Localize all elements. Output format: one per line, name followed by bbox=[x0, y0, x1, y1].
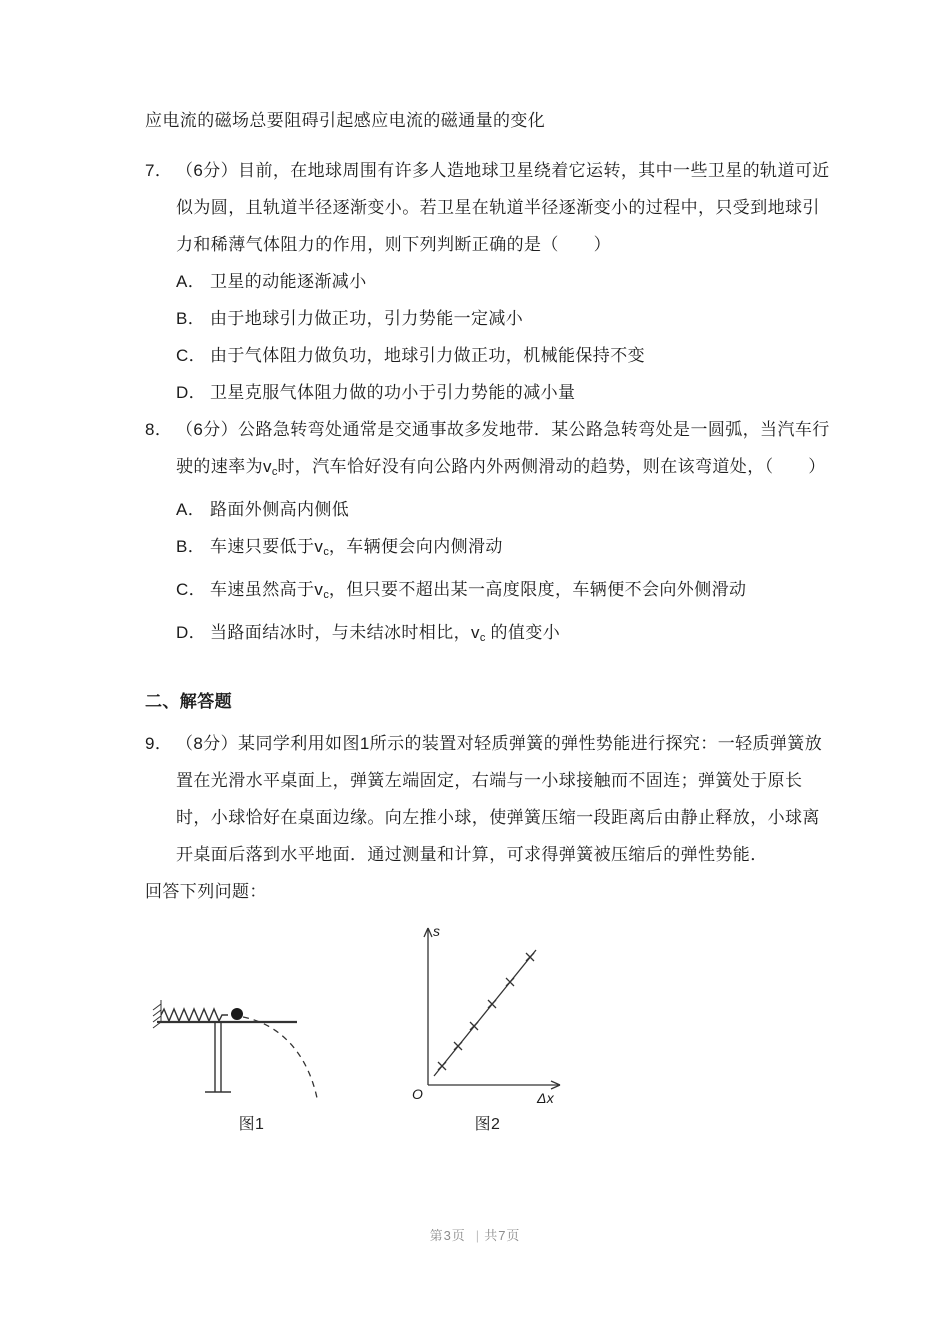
footer-page-number: 第3页 bbox=[429, 1228, 466, 1243]
spring-icon bbox=[161, 1009, 228, 1021]
continuation-text: 应电流的磁场总要阻碍引起感应电流的磁通量的变化 bbox=[145, 111, 546, 130]
section-2-heading: 二、解答题 bbox=[145, 692, 232, 711]
y-axis bbox=[424, 928, 432, 1085]
question-9-number: 9． bbox=[145, 734, 173, 753]
question-8-option-a bbox=[176, 491, 832, 528]
axis-label-dx: Δx bbox=[537, 1090, 555, 1106]
option-label: D． bbox=[176, 383, 207, 402]
question-7-option-a bbox=[176, 263, 832, 300]
option-text: 卫星克服气体阻力做的功小于引力势能的减小量 bbox=[210, 383, 576, 402]
question-7-options bbox=[145, 263, 832, 411]
option-label: C． bbox=[176, 580, 207, 599]
question-7-option-c bbox=[176, 337, 832, 374]
option-label: B． bbox=[176, 309, 206, 328]
figure-2 bbox=[400, 920, 575, 1136]
question-8-stem-line bbox=[145, 411, 832, 491]
footer-total-pages: 共7页 bbox=[484, 1228, 521, 1243]
question-8-options bbox=[145, 491, 832, 657]
x-axis bbox=[428, 1081, 560, 1089]
question-9-prompt: 回答下列问题： bbox=[145, 882, 267, 901]
figure-1 bbox=[149, 980, 354, 1136]
question-9-stem-line bbox=[145, 725, 832, 873]
page-footer bbox=[0, 1217, 950, 1254]
question-7-option-d bbox=[176, 374, 832, 411]
option-text: 卫星的动能逐渐减小 bbox=[210, 272, 367, 291]
footer-separator: | bbox=[475, 1228, 481, 1243]
question-7-option-b bbox=[176, 300, 832, 337]
question-8-option-c bbox=[176, 571, 832, 614]
option-label: C． bbox=[176, 346, 207, 365]
question-9-stem: （8分）某同学利用如图1所示的装置对轻质弹簧的弹性势能进行探究：一轻质弹簧放置在光滑水平桌面上，弹簧左端固定，右端与一小球接触而不固连；弹簧处于原长时，小球恰好在桌面边缘。向左推小球，使弹簧压缩一段距离后由静止释放，小球离开桌面后落到水平地面．通过测量和计算，可求得弹簧被压缩后的弹性势能． bbox=[176, 734, 823, 864]
question-8-option-d bbox=[176, 614, 832, 657]
figure-2-label: 图2 bbox=[474, 1116, 501, 1133]
origin-label: O bbox=[412, 1086, 424, 1102]
fixed-wall-hatching-icon bbox=[153, 1000, 161, 1028]
option-label: B． bbox=[176, 537, 206, 556]
question-7-stem: （6分）目前，在地球周围有许多人造地球卫星绕着它运转，其中一些卫星的轨道可近似为圆，且轨道半径逐渐变小。若卫星在轨道半径逐渐变小的过程中，只受到地球引力和稀薄气体阻力的作用，则下列判断正确的是（ ） bbox=[176, 161, 830, 254]
trajectory-dashed-curve bbox=[243, 1017, 317, 1098]
option-text: 车速虽然高于$v_c$，但只要不超出某一高度限度，车辆便不会向外侧滑动 bbox=[210, 580, 747, 601]
figures-row bbox=[145, 920, 832, 1136]
fig2-data-line bbox=[434, 950, 536, 1076]
ball-icon bbox=[231, 1008, 243, 1020]
question-7 bbox=[145, 152, 832, 411]
option-text: 路面外侧高内侧低 bbox=[210, 500, 350, 519]
option-label: D． bbox=[176, 623, 207, 642]
question-7-stem-line bbox=[145, 152, 832, 263]
question-8-stem: （6分）公路急转弯处通常是交通事故多发地带．某公路急转弯处是一圆弧，当汽车行驶的速率为$v_c$时，汽车恰好没有向公路内外两侧滑动的趋势，则在该弯道处，（ ） bbox=[176, 420, 830, 478]
axis-label-s: s bbox=[433, 923, 441, 939]
table-leg bbox=[205, 1022, 231, 1092]
option-text: 当路面结冰时，与未结冰时相比，$v_c$ 的值变小 bbox=[210, 623, 561, 644]
option-text: 由于地球引力做正功，引力势能一定减小 bbox=[210, 309, 524, 328]
figure-1-label: 图1 bbox=[238, 1116, 265, 1133]
question-9 bbox=[145, 725, 832, 873]
figure-1-drawing bbox=[149, 980, 354, 1108]
question-8 bbox=[145, 411, 832, 657]
option-label: A． bbox=[176, 272, 206, 291]
question-8-number: 8． bbox=[145, 420, 173, 439]
question-8-option-b bbox=[176, 528, 832, 571]
figure-2-graph bbox=[400, 920, 575, 1108]
option-label: A． bbox=[176, 500, 206, 519]
option-text: 车速只要低于$v_c$，车辆便会向内侧滑动 bbox=[210, 537, 503, 558]
option-text: 由于气体阻力做负功，地球引力做正功，机械能保持不变 bbox=[210, 346, 645, 365]
question-7-number: 7． bbox=[145, 161, 173, 180]
